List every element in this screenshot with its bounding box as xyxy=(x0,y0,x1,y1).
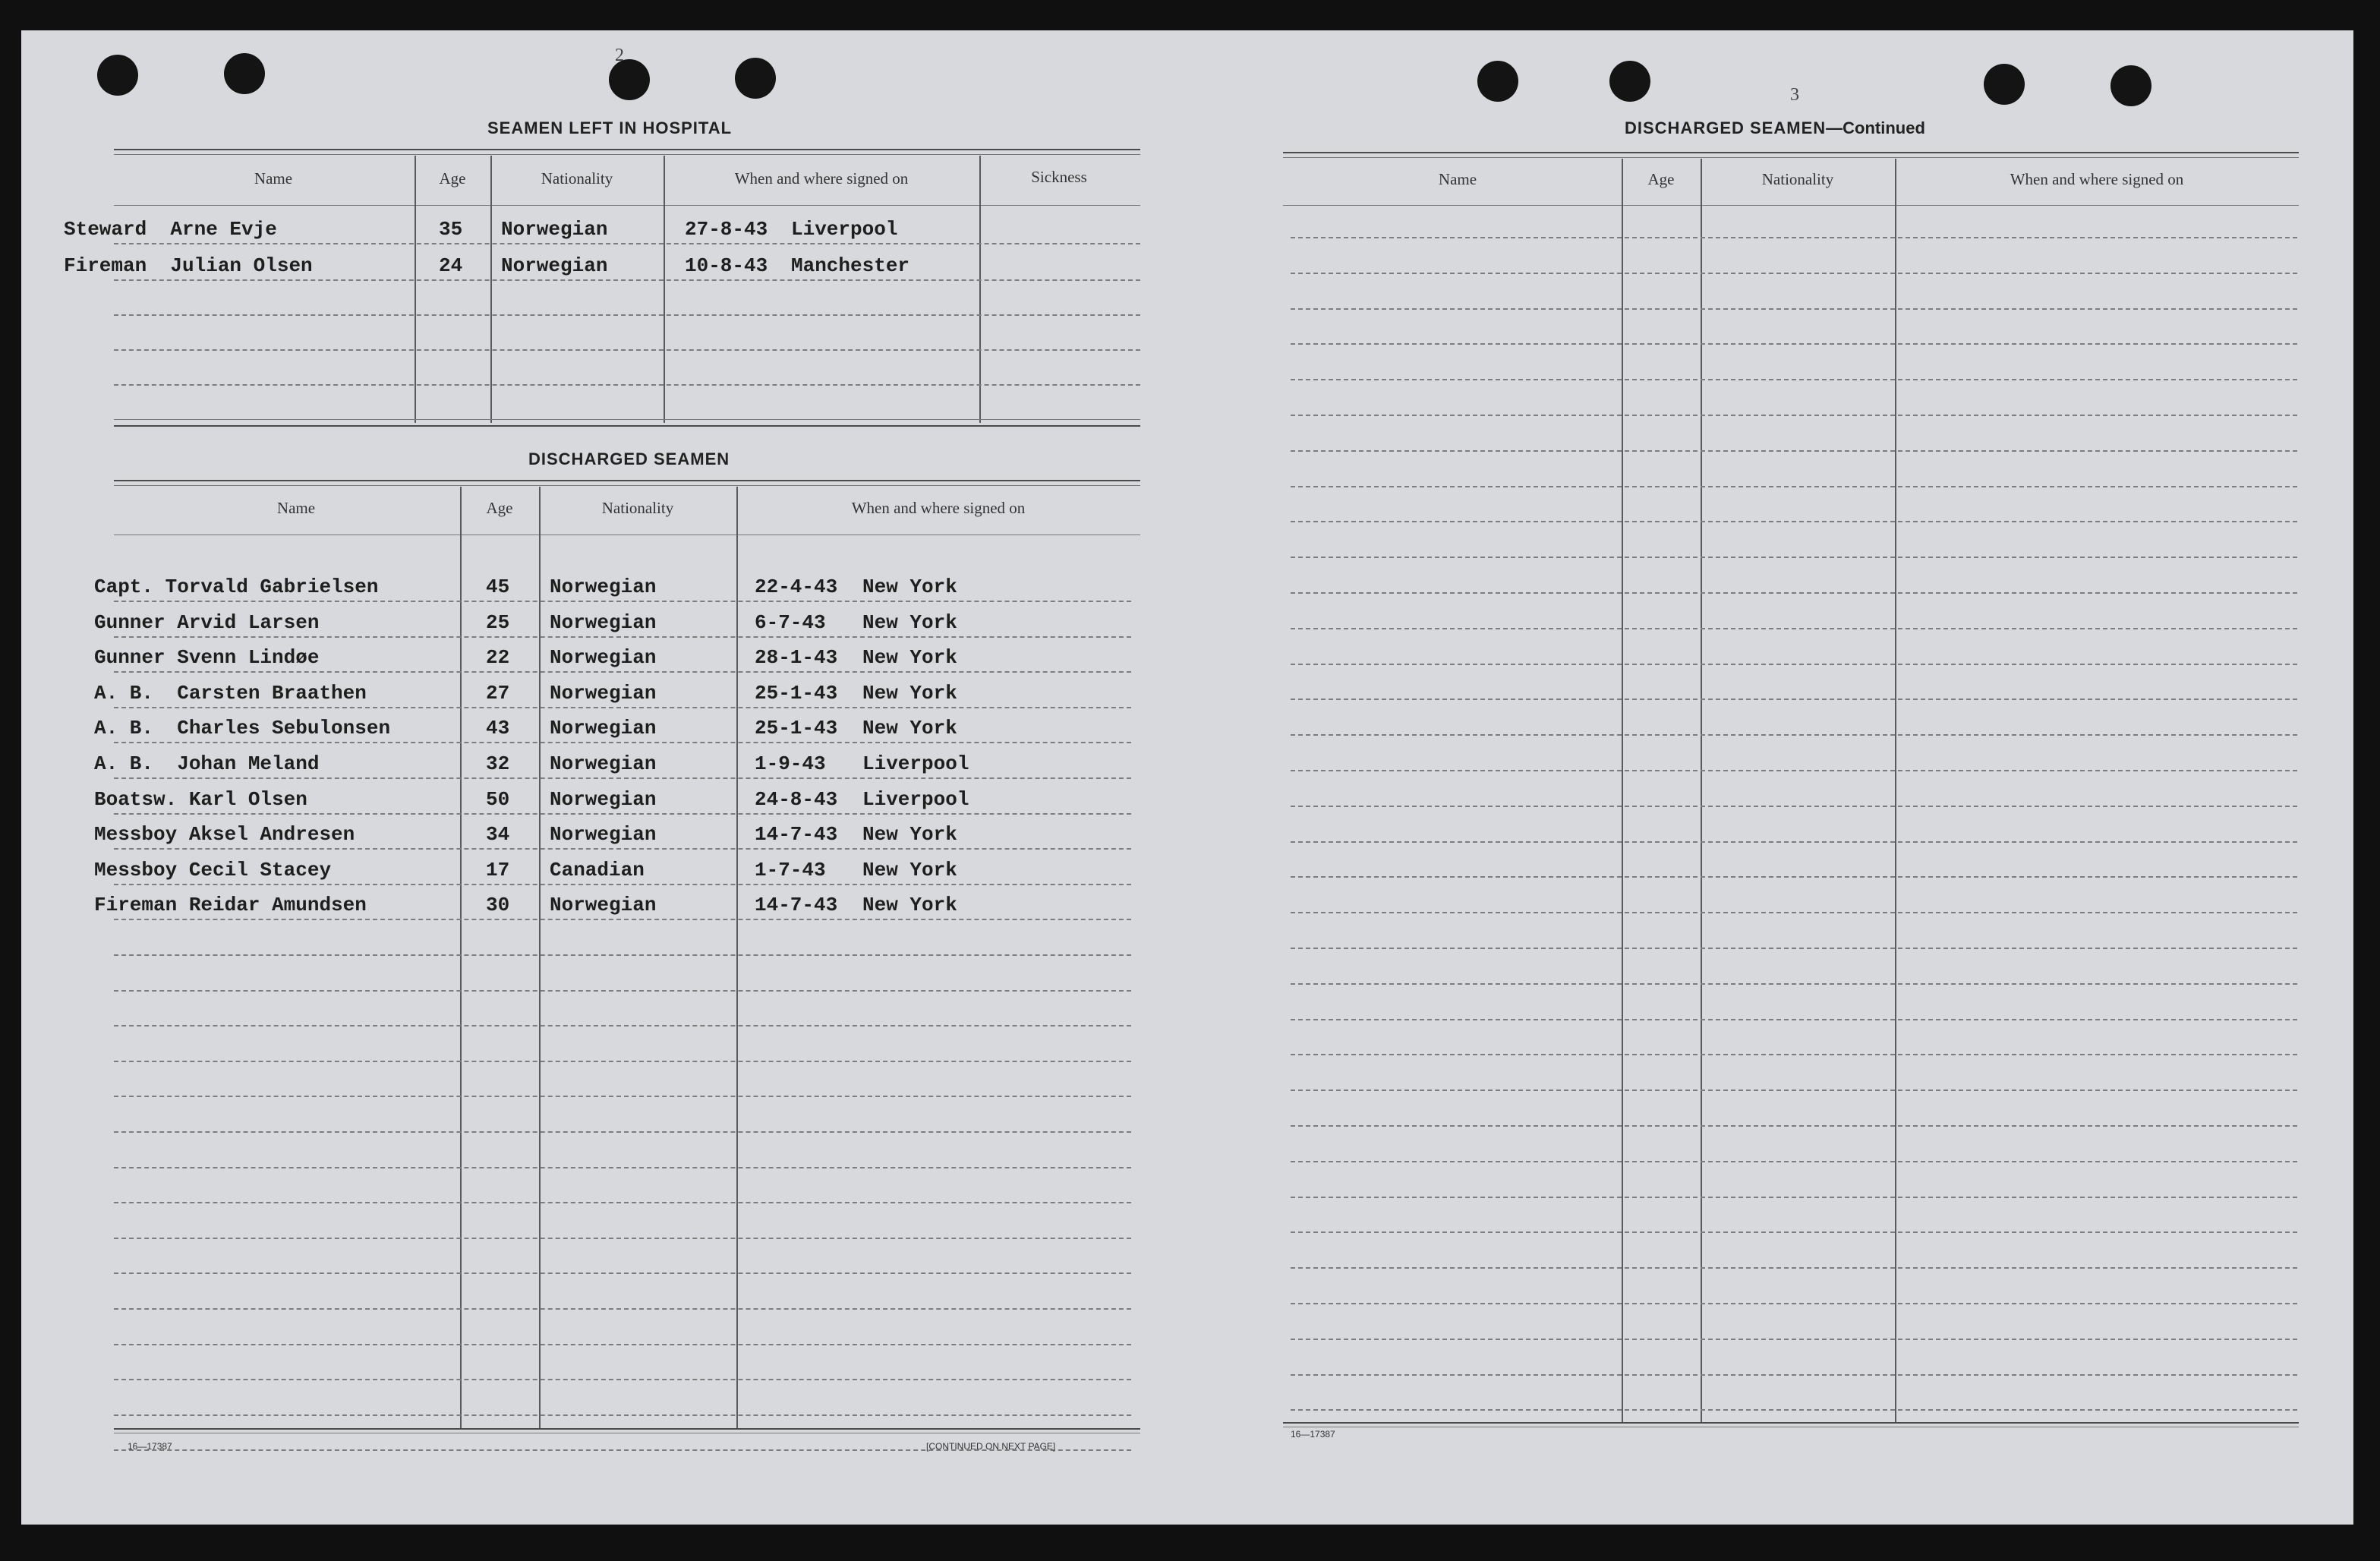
col-header-sickness: Sickness xyxy=(1031,168,1087,186)
row-rule xyxy=(1291,557,2297,558)
form-number-right: 16—17387 xyxy=(1291,1429,1335,1440)
row-rule xyxy=(1291,876,2297,878)
hospital-row-2-age: 24 xyxy=(439,254,463,277)
discharged-row-7-nationality: Norwegian xyxy=(550,788,657,811)
discharged-row-3-date: 28-1-43 xyxy=(755,646,838,669)
row-rule xyxy=(114,314,1140,316)
discharged-row-9-name: Messboy Cecil Stacey xyxy=(94,859,332,881)
discharged-row-6-age: 32 xyxy=(486,752,510,775)
discharged-row-2-nationality: Norwegian xyxy=(550,611,657,634)
col-header-signed-on: When and where signed on xyxy=(734,169,909,188)
row-rule xyxy=(114,636,1131,638)
discharged-row-2-name: Gunner Arvid Larsen xyxy=(94,611,320,634)
hospital-row-2-name: Fireman Julian Olsen xyxy=(64,254,313,277)
discharged-row-4-age: 27 xyxy=(486,682,510,705)
discharged-row-6-nationality: Norwegian xyxy=(550,752,657,775)
row-rule xyxy=(1291,699,2297,700)
row-rule xyxy=(1291,1054,2297,1055)
col-divider xyxy=(490,156,492,423)
page-number-right: 3 xyxy=(1790,85,1799,105)
discharged-row-4-name: A. B. Carsten Braathen xyxy=(94,682,367,705)
row-rule xyxy=(1291,415,2297,416)
discharged-row-8-date: 14-7-43 xyxy=(755,823,838,846)
punch-hole xyxy=(1477,61,1518,102)
discharged-row-8-name: Messboy Aksel Andresen xyxy=(94,823,355,846)
row-rule xyxy=(1291,486,2297,487)
row-rule xyxy=(1291,1267,2297,1269)
hospital-row-2-date: 10-8-43 xyxy=(685,254,768,277)
page-number-left: 2 xyxy=(615,46,624,65)
row-rule xyxy=(114,919,1131,920)
discharged-row-3-name: Gunner Svenn Lindøe xyxy=(94,646,320,669)
discharged-row-5-date: 25-1-43 xyxy=(755,717,838,740)
row-rule xyxy=(114,349,1140,351)
discharged-row-10-date: 14-7-43 xyxy=(755,894,838,916)
discharged-row-5-place: New York xyxy=(862,717,957,740)
hospital-row-1-place: Liverpool xyxy=(791,218,898,241)
row-rule xyxy=(1291,806,2297,807)
hospital-row-1-date: 27-8-43 xyxy=(685,218,768,241)
discharged-row-10-place: New York xyxy=(862,894,957,916)
rule xyxy=(114,480,1140,481)
row-rule xyxy=(114,707,1131,708)
row-rule xyxy=(114,1238,1131,1239)
discharged-row-8-place: New York xyxy=(862,823,957,846)
row-rule xyxy=(1291,1303,2297,1304)
punch-hole xyxy=(735,58,776,99)
row-rule xyxy=(114,671,1131,673)
rule xyxy=(114,154,1140,155)
row-rule xyxy=(1291,628,2297,629)
discharged-continued-title-main: DISCHARGED SEAMEN xyxy=(1625,118,1827,137)
discharged-row-9-nationality: Canadian xyxy=(550,859,645,881)
row-rule xyxy=(114,1344,1131,1345)
col-divider xyxy=(736,487,738,1428)
discharged-row-1-date: 22-4-43 xyxy=(755,576,838,598)
row-rule xyxy=(1291,1374,2297,1376)
col-header-name: Name xyxy=(276,499,316,517)
discharged-row-4-nationality: Norwegian xyxy=(550,682,657,705)
row-rule xyxy=(114,601,1131,602)
row-rule xyxy=(1291,343,2297,345)
row-rule xyxy=(1291,379,2297,380)
row-rule xyxy=(114,1202,1131,1203)
discharged-row-8-nationality: Norwegian xyxy=(550,823,657,846)
row-rule xyxy=(114,1272,1131,1274)
row-rule xyxy=(114,813,1131,815)
row-rule xyxy=(1291,734,2297,736)
col-header-name: Name xyxy=(1438,170,1477,188)
col-header-age: Age xyxy=(486,499,513,517)
row-rule xyxy=(114,384,1140,386)
row-rule xyxy=(1291,770,2297,771)
rule xyxy=(1283,152,2299,153)
discharged-row-2-age: 25 xyxy=(486,611,510,634)
discharged-row-10-nationality: Norwegian xyxy=(550,894,657,916)
rule xyxy=(1283,1422,2299,1424)
row-rule xyxy=(114,1308,1131,1310)
discharged-row-9-age: 17 xyxy=(486,859,510,881)
discharged-row-2-date: 6-7-43 xyxy=(755,611,826,634)
row-rule xyxy=(1291,1339,2297,1340)
row-rule xyxy=(114,1096,1131,1097)
discharged-row-3-age: 22 xyxy=(486,646,510,669)
col-header-nationality: Nationality xyxy=(1761,170,1834,188)
row-rule xyxy=(1291,308,2297,310)
row-rule xyxy=(1291,237,2297,238)
row-rule xyxy=(1291,1231,2297,1233)
rule xyxy=(114,1428,1140,1430)
rule xyxy=(114,419,1140,420)
discharged-row-10-age: 30 xyxy=(486,894,510,916)
discharged-row-6-date: 1-9-43 xyxy=(755,752,826,775)
row-rule xyxy=(114,279,1140,281)
row-rule xyxy=(1291,948,2297,949)
rule xyxy=(114,149,1140,150)
rule xyxy=(114,485,1140,486)
discharged-row-3-nationality: Norwegian xyxy=(550,646,657,669)
row-rule xyxy=(114,1025,1131,1026)
punch-hole xyxy=(97,55,138,96)
discharged-row-2-place: New York xyxy=(862,611,957,634)
discharged-row-3-place: New York xyxy=(862,646,957,669)
row-rule xyxy=(1291,592,2297,594)
col-header-age: Age xyxy=(439,169,466,188)
discharged-row-8-age: 34 xyxy=(486,823,510,846)
form-number-left: 16—17387 xyxy=(128,1441,172,1452)
discharged-row-5-name: A. B. Charles Sebulonsen xyxy=(94,717,391,740)
hospital-row-1-nationality: Norwegian xyxy=(501,218,608,241)
discharged-row-1-nationality: Norwegian xyxy=(550,576,657,598)
discharged-row-4-place: New York xyxy=(862,682,957,705)
row-rule xyxy=(1291,1090,2297,1091)
row-rule xyxy=(1291,1125,2297,1127)
row-rule xyxy=(1291,841,2297,843)
discharged-row-7-name: Boatsw. Karl Olsen xyxy=(94,788,307,811)
rule xyxy=(1283,205,2299,206)
col-header-signed-on: When and where signed on xyxy=(2010,170,2184,188)
discharged-row-6-place: Liverpool xyxy=(862,752,969,775)
col-header-signed-on: When and where signed on xyxy=(851,499,1026,517)
rule xyxy=(114,205,1140,206)
hospital-row-1-age: 35 xyxy=(439,218,463,241)
hospital-row-1-name: Steward Arne Evje xyxy=(64,218,277,241)
hospital-row-2-place: Manchester xyxy=(791,254,910,277)
col-header-name: Name xyxy=(254,169,293,188)
discharged-row-7-date: 24-8-43 xyxy=(755,788,838,811)
row-rule xyxy=(1291,1161,2297,1162)
row-rule xyxy=(114,848,1131,850)
discharged-row-7-age: 50 xyxy=(486,788,510,811)
row-rule xyxy=(114,1379,1131,1380)
row-rule xyxy=(1291,521,2297,522)
discharged-row-6-name: A. B. Johan Meland xyxy=(94,752,320,775)
row-rule xyxy=(114,742,1131,743)
discharged-row-4-date: 25-1-43 xyxy=(755,682,838,705)
document-sheet xyxy=(21,30,2353,1525)
col-divider xyxy=(539,487,541,1428)
col-header-nationality: Nationality xyxy=(541,169,613,188)
discharged-row-5-nationality: Norwegian xyxy=(550,717,657,740)
discharged-row-9-place: New York xyxy=(862,859,957,881)
row-rule xyxy=(114,1414,1131,1416)
row-rule xyxy=(1291,1019,2297,1020)
punch-hole xyxy=(2110,65,2151,106)
row-rule xyxy=(1291,1197,2297,1198)
col-header-age: Age xyxy=(1647,170,1675,188)
row-rule xyxy=(1291,983,2297,985)
row-rule xyxy=(1291,450,2297,452)
punch-hole xyxy=(1984,64,2025,105)
row-rule xyxy=(1291,273,2297,274)
discharged-continued-title xyxy=(1625,118,1925,138)
rule xyxy=(114,425,1140,427)
discharged-row-9-date: 1-7-43 xyxy=(755,859,826,881)
discharged-section-title: DISCHARGED SEAMEN xyxy=(528,449,730,468)
col-divider xyxy=(415,156,416,423)
row-rule xyxy=(114,990,1131,992)
row-rule xyxy=(114,884,1131,885)
row-rule xyxy=(114,954,1131,956)
discharged-continued-title-suffix: —Continued xyxy=(1826,118,1925,137)
col-header-nationality: Nationality xyxy=(601,499,674,517)
row-rule xyxy=(114,1131,1131,1133)
discharged-row-7-place: Liverpool xyxy=(862,788,969,811)
row-rule xyxy=(114,1167,1131,1168)
row-rule xyxy=(114,243,1140,244)
discharged-row-5-age: 43 xyxy=(486,717,510,740)
discharged-row-1-name: Capt. Torvald Gabrielsen xyxy=(94,576,379,598)
col-divider xyxy=(460,487,462,1428)
discharged-row-10-name: Fireman Reidar Amundsen xyxy=(94,894,367,916)
punch-hole xyxy=(1609,61,1650,102)
hospital-row-2-nationality: Norwegian xyxy=(501,254,608,277)
row-rule xyxy=(1291,1409,2297,1411)
discharged-row-1-age: 45 xyxy=(486,576,510,598)
row-rule xyxy=(114,777,1131,779)
punch-hole xyxy=(224,53,265,94)
row-rule xyxy=(1291,912,2297,913)
row-rule xyxy=(1291,664,2297,665)
rule xyxy=(1283,157,2299,158)
continued-note: [CONTINUED ON NEXT PAGE] xyxy=(926,1441,1056,1452)
row-rule xyxy=(114,1061,1131,1062)
col-divider xyxy=(664,156,665,423)
col-divider xyxy=(979,156,981,423)
discharged-row-1-place: New York xyxy=(862,576,957,598)
hospital-section-title: SEAMEN LEFT IN HOSPITAL xyxy=(487,118,733,137)
